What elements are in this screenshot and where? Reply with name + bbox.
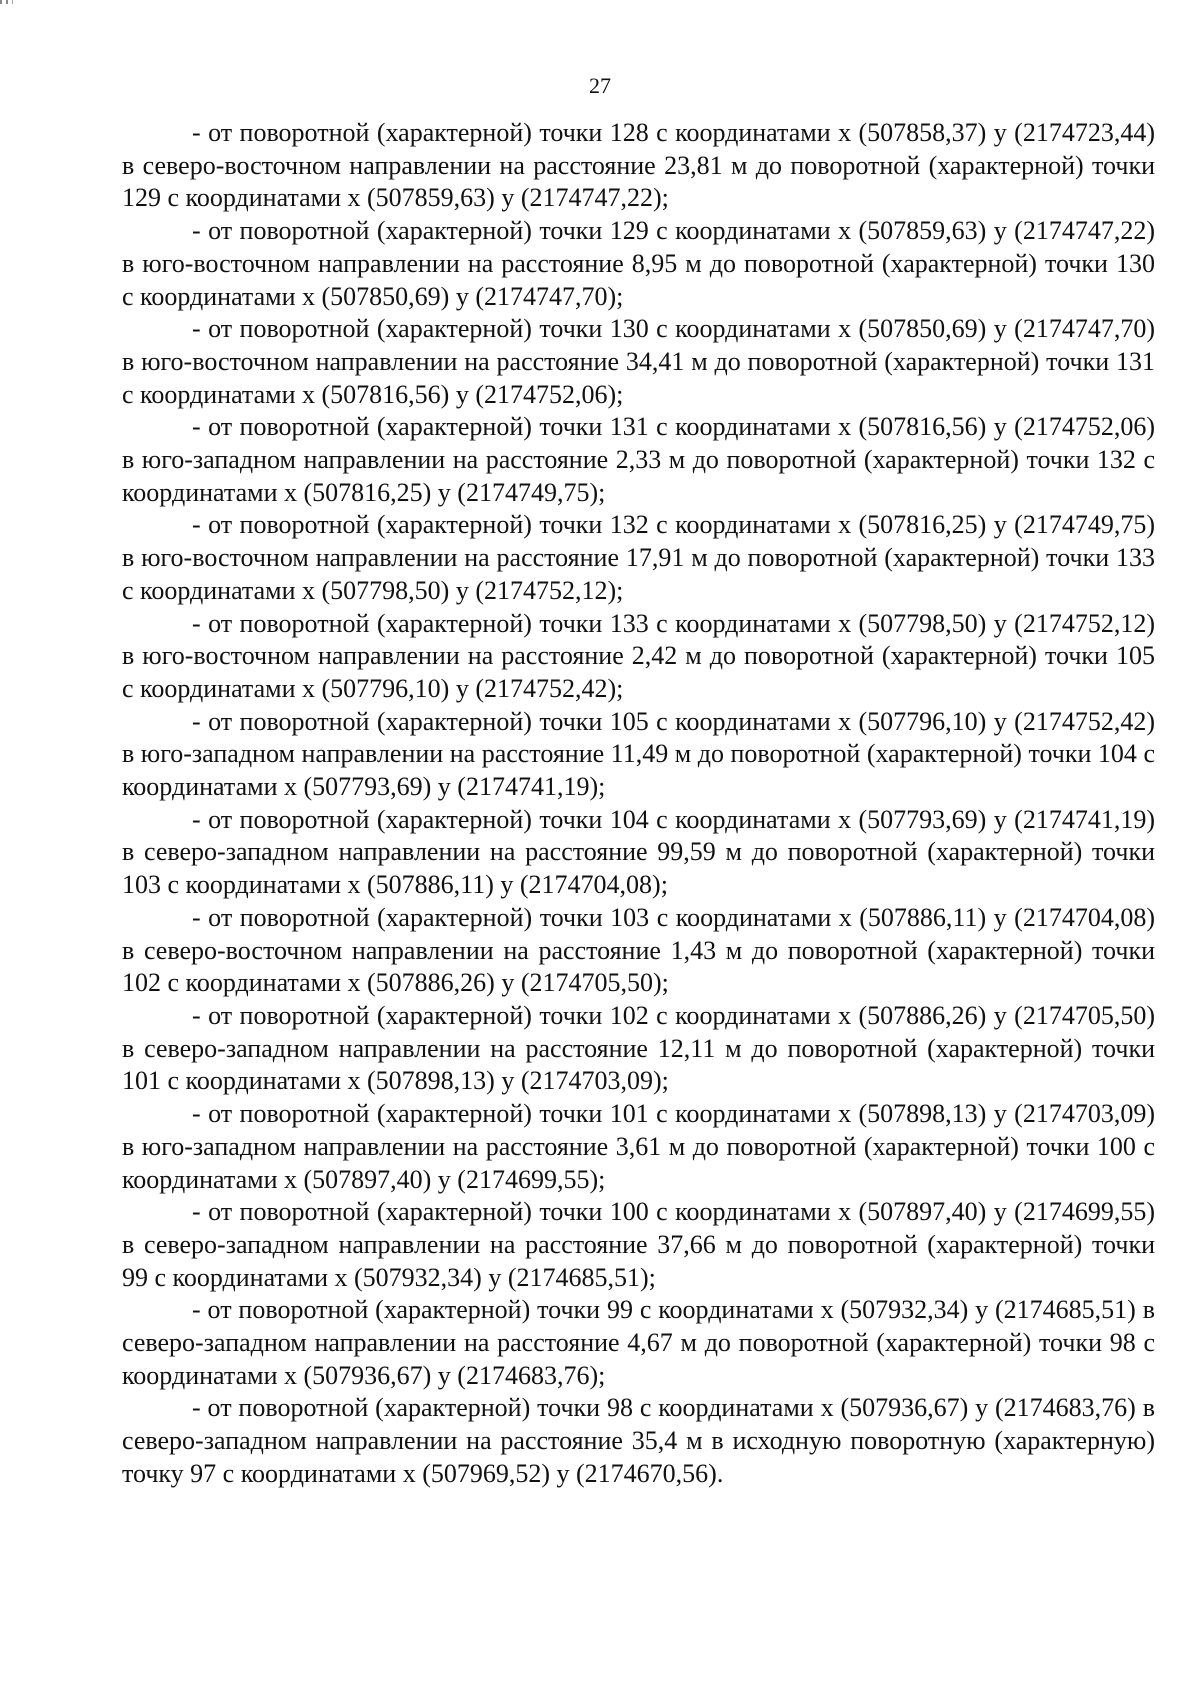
boundary-segment-paragraph: - от поворотной (характерной) точки 100 с координатами х (507897,40) у (2174699,55) в северо-западном направлении на расстояние 37,66 м до поворотной (характерной) точки 99 с координатами х (507932,34) у (2174685,51);: [122, 1197, 1155, 1292]
boundary-segment-paragraph: - от поворотной (характерной) точки 130 с координатами х (507850,69) у (2174747,70) в юго-восточном направлении на расстояние 34,41 м до поворотной (характерной) точки 131 с координатами х (507816,56) у (2174752,06);: [122, 314, 1155, 409]
boundary-segment-paragraph: - от поворотной (характерной) точки 131 с координатами х (507816,56) у (2174752,06) в юго-западном направлении на расстояние 2,33 м до поворотной (характерной) точки 132 с координатами х (507816,25) у (2174749,75);: [122, 412, 1155, 507]
boundary-segment-paragraph: - от поворотной (характерной) точки 128 с координатами х (507858,37) у (2174723,44) в северо-восточном направлении на расстояние 23,81 м до поворотной (характерной) точки 129 с координатами х (507859,63) у (2174747,22);: [122, 118, 1155, 213]
boundary-segment-paragraph: - от поворотной (характерной) точки 98 с координатами х (507936,67) у (2174683,76) в северо-западном направлении на расстояние 35,4 м в исходную поворотную (характерную) точку 97 с координатами х (507969,52) у (2174670,56).: [122, 1393, 1155, 1488]
boundary-segment-paragraph: - от поворотной (характерной) точки 105 с координатами х (507796,10) у (2174752,42) в юго-западном направлении на расстояние 11,49 м до поворотной (характерной) точки 104 с координатами х (507793,69) у (2174741,19);: [122, 706, 1155, 802]
boundary-segment-paragraph: - от поворотной (характерной) точки 133 с координатами х (507798,50) у (2174752,12) в юго-восточном направлении на расстояние 2,42 м до поворотной (характерной) точки 105 с координатами х (507796,10) у (2174752,42);: [122, 608, 1155, 703]
boundary-segment-paragraph: - от поворотной (характерной) точки 129 с координатами х (507859,63) у (2174747,22) в юго-восточном направлении на расстояние 8,95 м до поворотной (характерной) точки 130 с координатами х (507850,69) у (2174747,70);: [122, 216, 1155, 311]
boundary-segment-paragraph: - от поворотной (характерной) точки 101 с координатами х (507898,13) у (2174703,09) в юго-западном направлении на расстояние 3,61 м до поворотной (характерной) точки 100 с координатами х (507897,40) у (2174699,55);: [122, 1099, 1155, 1194]
boundary-segment-paragraph: - от поворотной (характерной) точки 132 с координатами х (507816,25) у (2174749,75) в юго-восточном направлении на расстояние 17,91 м до поворотной (характерной) точки 133 с координатами х (507798,50) у (2174752,12);: [122, 510, 1155, 605]
boundary-segment-paragraph: - от поворотной (характерной) точки 102 с координатами х (507886,26) у (2174705,50) в северо-западном направлении на расстояние 12,11 м до поворотной (характерной) точки 101 с координатами х (507898,13) у (2174703,09);: [122, 1000, 1155, 1096]
boundary-segment-paragraph: - от поворотной (характерной) точки 103 с координатами х (507886,11) у (2174704,08) в северо-восточном направлении на расстояние 1,43 м до поворотной (характерной) точки 102 с координатами х (507886,26) у (2174705,50);: [122, 902, 1155, 998]
scan-artifact-mark: [0, 0, 26, 4]
document-body: [122, 117, 1155, 1491]
boundary-segment-paragraph: - от поворотной (характерной) точки 104 с координатами х (507793,69) у (2174741,19) в северо-западном направлении на расстояние 99,59 м до поворотной (характерной) точки 103 с координатами х (507886,11) у (2174704,08);: [122, 804, 1155, 900]
page-number: 27: [589, 73, 611, 98]
boundary-segment-paragraph: - от поворотной (характерной) точки 99 с координатами х (507932,34) у (2174685,51) в северо-западном направлении на расстояние 4,67 м до поворотной (характерной) точки 98 с координатами х (507936,67) у (2174683,76);: [122, 1295, 1155, 1390]
